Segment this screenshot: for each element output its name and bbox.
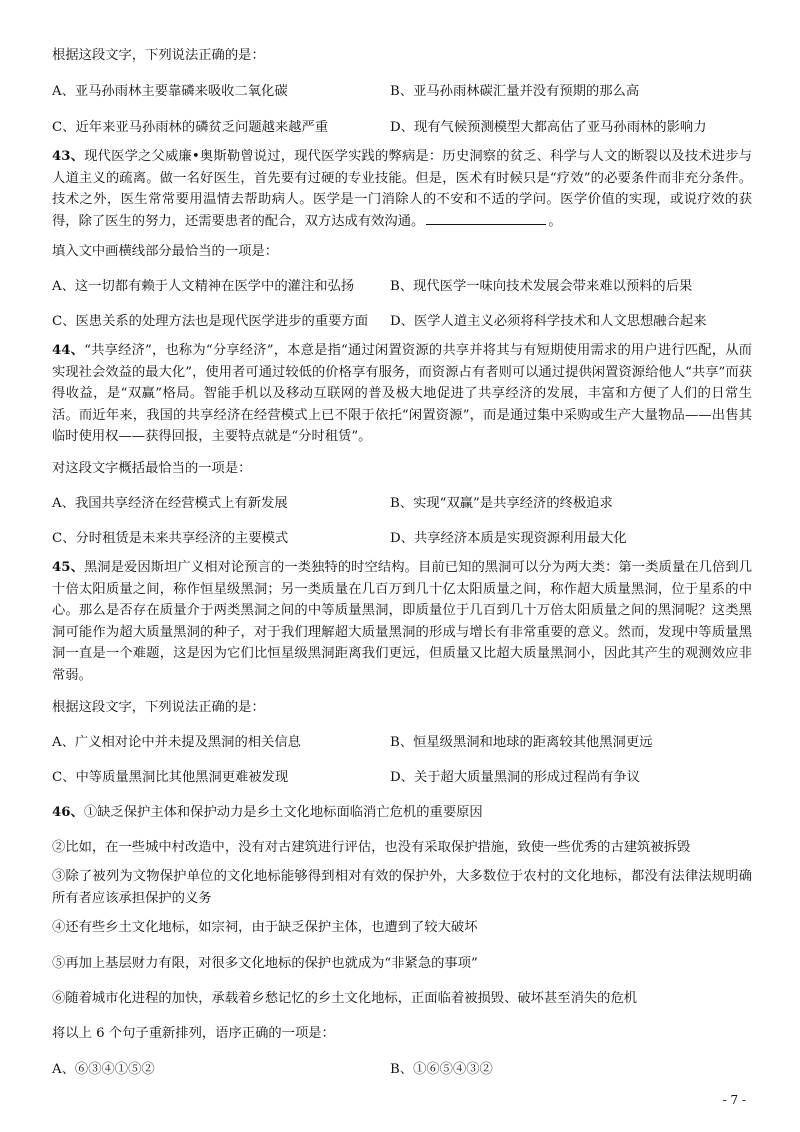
q44-option-c[interactable]: C、分时租赁是未来共享经济的主要模式 bbox=[52, 531, 289, 546]
q43-end: 。 bbox=[548, 213, 562, 229]
q44-option-a[interactable]: A、我国共享经济在经营模式上有新发展 bbox=[52, 496, 288, 511]
q46-prompt: 将以上 6 个句子重新排列，语序正确的一项是： bbox=[52, 1026, 335, 1041]
q43-number: 43、 bbox=[52, 149, 85, 164]
q45-option-c[interactable]: C、中等质量黑洞比其他黑洞更难被发现 bbox=[52, 770, 289, 785]
q43-option-c[interactable]: C、医患关系的处理方法也是现代医学进步的重要方面 bbox=[52, 314, 369, 329]
q45-option-a[interactable]: A、广义相对论中并未提及黑洞的相关信息 bbox=[52, 735, 301, 750]
q44-option-b[interactable]: B、实现“双赢”是共享经济的终极追求 bbox=[390, 496, 613, 511]
q43-blank-line bbox=[426, 223, 546, 225]
q46-option-a[interactable]: A、⑥③④①⑤② bbox=[52, 1062, 155, 1077]
q42-option-d[interactable]: D、现有气候预测模型大都高估了亚马孙雨林的影响力 bbox=[390, 120, 707, 135]
q43-option-a[interactable]: A、这一切都有赖于人文精神在医学中的灌注和弘扬 bbox=[52, 279, 355, 294]
q46-sentence-6: ⑥随着城市化进程的加快，承载着乡愁记忆的乡土文化地标，正面临着被损毁、破坏甚至消失的危机 bbox=[52, 991, 638, 1006]
q44-number: 44、 bbox=[52, 343, 85, 358]
page-number: - 7 - bbox=[722, 1093, 746, 1107]
q46-sentence-1 bbox=[52, 801, 483, 820]
q46-sentence-1-text: ①缺乏保护主体和保护动力是乡土文化地标面临消亡危机的重要原因 bbox=[83, 805, 483, 820]
q45-prompt: 根据这段文字，下列说法正确的是： bbox=[52, 700, 265, 715]
q42-prompt: 根据这段文字，下列说法正确的是： bbox=[52, 48, 265, 63]
q45-option-b[interactable]: B、恒星级黑洞和地球的距离较其他黑洞更远 bbox=[390, 735, 653, 750]
q43-text: 现代医学之父威廉•奥斯勒曾说过，现代医学实践的弊病是：历史洞察的贫乏、科学与人文的断裂以及技术进步与人道主义的疏离。做一名好医生，首先要有过硬的专业技能。但是，医术有时候只是“疗效”的必要条件而非充分条件。技术之外，医生常常要用温情去帮助病人。医学是一门消除人的不安和不适的学问。医学价值的实现，或说疗效的获得，除了医生的努力，还需要患者的配合，双方达成有效沟通。 bbox=[52, 149, 752, 229]
q45-number: 45、 bbox=[52, 560, 84, 575]
q44-prompt: 对这段文字概括最恰当的一项是： bbox=[52, 461, 252, 476]
q44-text: “共享经济”，也称为“分享经济”，本意是指“通过闲置资源的共享并将其与有短期使用需求的用户进行匹配，从而实现社会效益的最大化”，使用者可通过较低的价格享有服务，而资源占有者则可以通过提供闲置资源给他人“共享”而获得收益，是“双赢”格局。智能手机以及移动互联网的普及极大地促进了共享经济的发展，丰富和方便了人们的日常生活。而近年来，我国的共享经济在经营模式上已不限于依托“闲置资源”，而是通过集中采购或生产大量物品——出售其临时使用权——获得回报，主要特点就是“分时租赁”。 bbox=[52, 343, 752, 444]
q46-sentence-2: ②比如，在一些城中村改造中，没有对古建筑进行评估，也没有采取保护措施，致使一些优秀的古建筑被拆毁 bbox=[52, 840, 691, 855]
q45-text: 黑洞是爱因斯坦广义相对论预言的一类独特的时空结构。目前已知的黑洞可以分为两大类：第一类质量在几倍到几十倍太阳质量之间，称作恒星级黑洞；另一类质量在几百万到几十亿太阳质量之间，称作超大质量黑洞，位于星系的中心。那么是否存在质量介于两类黑洞之间的中等质量黑洞，即质量位于几百到几十万倍太阳质量之间的黑洞呢？这类黑洞可能作为超大质量黑洞的种子，对于我们理解超大质量黑洞的形成与增长有非常重要的意义。然而，发现中等质量黑洞一直是一个难题，这是因为它们比恒星级黑洞距离我们更远，但质量又比超大质量黑洞小，因此其产生的观测效应非常弱。 bbox=[52, 560, 752, 683]
q46-number: 46、 bbox=[52, 805, 84, 820]
q46-option-b[interactable]: B、①⑥⑤④③② bbox=[390, 1062, 493, 1077]
q43-option-b[interactable]: B、现代医学一味向技术发展会带来难以预料的后果 bbox=[390, 279, 693, 294]
q42-option-b[interactable]: B、亚马孙雨林碳汇量并没有预期的那么高 bbox=[390, 84, 640, 99]
q44-passage bbox=[52, 340, 752, 448]
q45-passage bbox=[52, 557, 752, 686]
q46-sentence-4: ④还有些乡土文化地标，如宗祠，由于缺乏保护主体，也遭到了较大破坏 bbox=[52, 920, 478, 935]
q43-option-d[interactable]: D、医学人道主义必须将科学技术和人文思想融合起来 bbox=[390, 314, 707, 329]
q42-option-c[interactable]: C、近年来亚马孙雨林的磷贫乏问题越来越严重 bbox=[52, 120, 329, 135]
q43-prompt: 填入文中画横线部分最恰当的一项是： bbox=[52, 244, 279, 259]
q46-sentence-5: ⑤再加上基层财力有限，对很多文化地标的保护也就成为“非紧急的事项” bbox=[52, 956, 478, 971]
q45-option-d[interactable]: D、关于超大质量黑洞的形成过程尚有争议 bbox=[390, 770, 641, 785]
q42-option-a[interactable]: A、亚马孙雨林主要靠磷来吸收二氧化碳 bbox=[52, 84, 288, 99]
q43-passage bbox=[52, 146, 752, 232]
q46-sentence-3: ③除了被列为文物保护单位的文化地标能够得到相对有效的保护外，大多数位于农村的文化地标，都没有法律法规明确所有者应该承担保护的义务 bbox=[52, 869, 752, 906]
q44-option-d[interactable]: D、共享经济本质是实现资源利用最大化 bbox=[390, 531, 627, 546]
